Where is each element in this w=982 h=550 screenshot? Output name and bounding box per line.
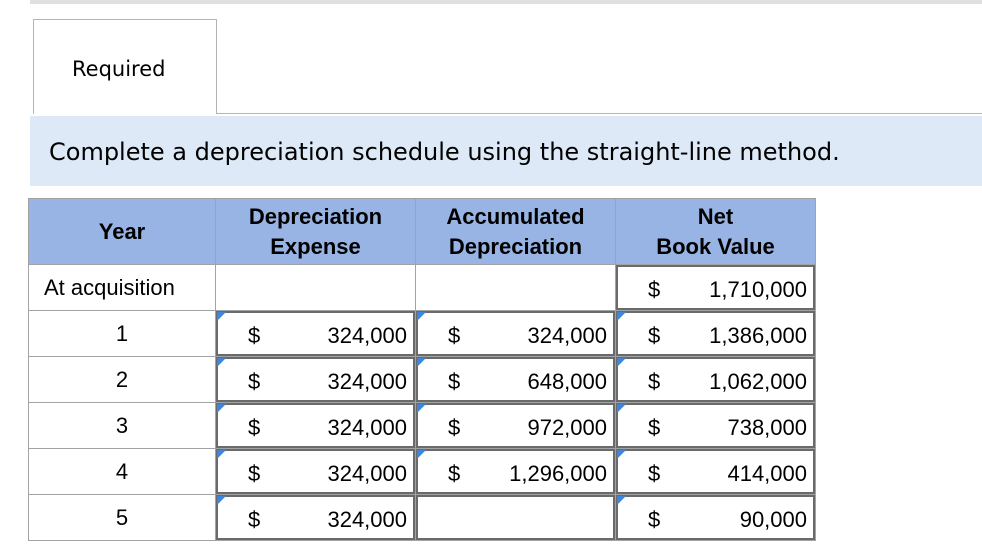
table-row bbox=[29, 495, 816, 541]
table-row bbox=[29, 357, 816, 403]
table-row bbox=[29, 311, 816, 357]
table-row bbox=[29, 449, 816, 495]
year-cell: 2 bbox=[29, 357, 216, 403]
tab-required-label: Required bbox=[72, 57, 166, 81]
header-row bbox=[29, 199, 816, 265]
acc-dep-input[interactable]: $ 648,000 bbox=[416, 357, 615, 402]
table-row bbox=[29, 265, 816, 311]
year-cell: 5 bbox=[29, 495, 216, 541]
tab-underline bbox=[217, 113, 982, 114]
instruction-banner bbox=[30, 116, 982, 186]
dep-expense-input[interactable]: $ 324,000 bbox=[216, 311, 415, 356]
dep-expense-input[interactable]: $ 324,000 bbox=[216, 449, 415, 494]
nbv-input[interactable]: $ 1,386,000 bbox=[616, 311, 815, 356]
table-row bbox=[29, 403, 816, 449]
acc-dep-input[interactable]: $ 1,296,000 bbox=[416, 449, 615, 494]
nbv-input[interactable]: $ 414,000 bbox=[616, 449, 815, 494]
year-cell: 1 bbox=[29, 311, 216, 357]
acc-dep-input[interactable]: $ 324,000 bbox=[416, 311, 615, 356]
nbv-field[interactable]: $ 1,710,000 bbox=[616, 265, 815, 310]
dep-expense-input[interactable]: $ 324,000 bbox=[216, 495, 415, 540]
dep-expense-input[interactable]: $ 324,000 bbox=[216, 357, 415, 402]
nbv-input[interactable]: $ 1,062,000 bbox=[616, 357, 815, 402]
acc-dep-input[interactable]: $ 972,000 bbox=[416, 403, 615, 448]
nbv-input[interactable]: $ 90,000 bbox=[616, 495, 815, 540]
tab-required[interactable] bbox=[33, 19, 217, 114]
acc-cell-empty bbox=[416, 265, 616, 311]
year-cell: 3 bbox=[29, 403, 216, 449]
header-net-book-value: Net Book Value bbox=[616, 199, 816, 265]
depreciation-schedule-table bbox=[28, 198, 816, 541]
year-cell: 4 bbox=[29, 449, 216, 495]
dep-expense-input[interactable]: $ 324,000 bbox=[216, 403, 415, 448]
dep-cell-empty bbox=[216, 265, 416, 311]
header-year: Year bbox=[29, 199, 216, 265]
top-divider bbox=[30, 0, 982, 4]
year-cell: At acquisition bbox=[29, 265, 216, 311]
header-depreciation-expense: Depreciation Expense bbox=[216, 199, 416, 265]
nbv-input[interactable]: $ 738,000 bbox=[616, 403, 815, 448]
instruction-text: Complete a depreciation schedule using the straight-line method. bbox=[49, 138, 840, 166]
header-accumulated-depreciation: Accumulated Depreciation bbox=[416, 199, 616, 265]
acc-dep-input[interactable] bbox=[416, 495, 615, 540]
